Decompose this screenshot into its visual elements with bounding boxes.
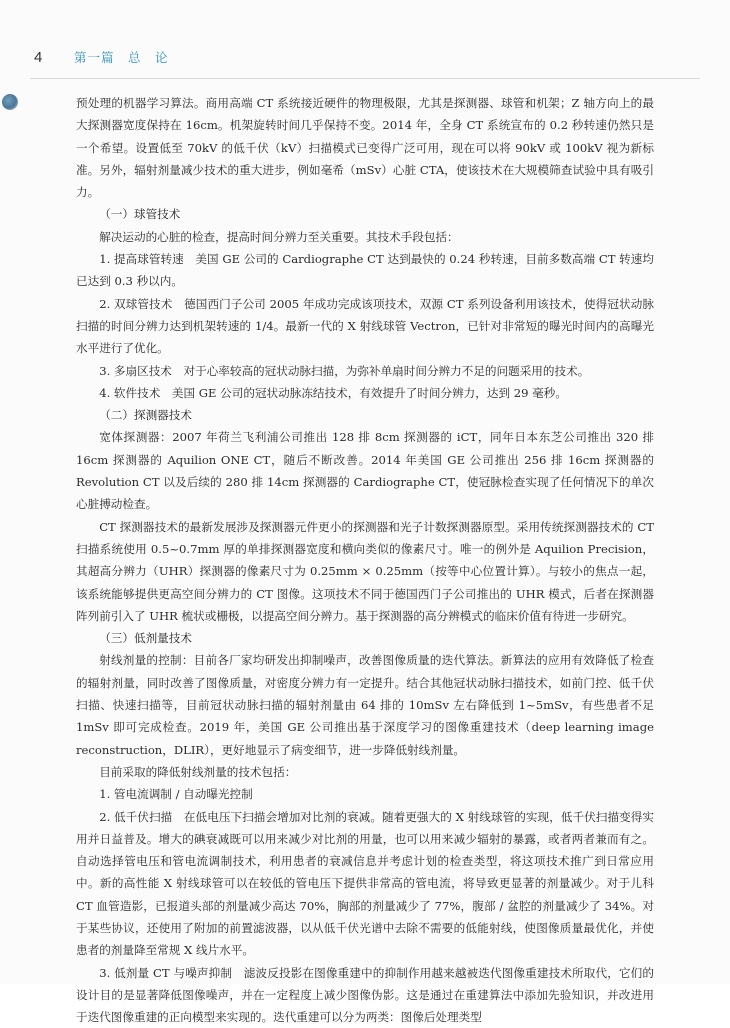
paragraph: 目前采取的降低射线剂量的技术包括： — [99, 764, 297, 779]
paragraph: CT 探测器技术的最新发展涉及探测器元件更小的探测器和光子计数探测器原型。采用传统探测器技术的 CT 扫描系统使用 0.5~0.7mm 厚的单排探测器宽度和横向类似的像素尺寸。唯一的例外是 Aquilion Precision，其超高分辨力（UHR）探测器的像素尺寸为 0.25mm × 0.25mm（按等中心位置计算）。与较小的焦点一起，该系统能够提供更高空间分辨力的 CT 图像。这项技术不同于德国西门子公司推出的 UHR 模式，后者在探测器阵列前引入了 UHR 梳状或栅极，以提高空间分辨力。基于探测器的高分辨模式的临床价值有待进一步研究。 — [76, 519, 654, 623]
section-title: 第一篇 总 论 — [74, 50, 169, 65]
header-divider — [30, 78, 700, 79]
subsection-heading-low-dose: （三）低剂量技术 — [99, 631, 192, 646]
paragraph: 3. 多扇区技术 对于心率较高的冠状动脉扫描，为弥补单扇时间分辨力不足的问题采用的技术。 — [99, 363, 590, 378]
paragraph: 2. 双球管技术 德国西门子公司 2005 年成功完成该项技术，双源 CT 系列设备利用该技术，使得冠状动脉扫描的时间分辨力达到机架转速的 1/4。最新一代的 X 射线球管 Vectron，已针对非常短的曝光时间内的高曝光水平进行了优化。 — [76, 296, 654, 356]
margin-dot-marker — [2, 94, 18, 110]
paragraph: 解决运动的心脏的检查，提高时间分辨力至关重要。其技术手段包括： — [99, 229, 459, 244]
paragraph: 宽体探测器：2007 年荷兰飞利浦公司推出 128 排 8cm 探测器的 iCT，同年日本东芝公司推出 320 排 16cm 探测器的 Aquilion ONE CT，随后不断改善。2014 年美国 GE 公司推出 256 排 16cm 探测器的 Revolution CT 以及后续的 280 排 14cm 探测器的 Cardiographe CT，使冠脉检查实现了任何情况下的单次心脏搏动检查。 — [76, 430, 654, 512]
subsection-heading-detector: （二）探测器技术 — [99, 408, 192, 423]
paragraph: 1. 提高球管转速 美国 GE 公司的 Cardiographe CT 达到最快的 0.24 秒转速，目前多数高端 CT 转速均已达到 0.3 秒以内。 — [76, 252, 654, 289]
paragraph: 射线剂量的控制：目前各厂家均研发出抑制噪声，改善图像质量的迭代算法。新算法的应用有效降低了检查的辐射剂量，同时改善了图像质量，对密度分辨力有一定提升。结合其他冠状动脉扫描技术，如前门控、低千伏扫描、快速扫描等，目前冠状动脉扫描的辐射剂量由 64 排的 10mSv 左右降低到 1~5mSv，有些患者不足 1mSv 即可完成检查。2019 年，美国 GE 公司推出基于深度学习的图像重建技术（deep learning image reconstruction，DLIR），更好地显示了病变细节，进一步降低射线剂量。 — [76, 653, 654, 757]
paragraph: 1. 管电流调制 / 自动曝光控制 — [99, 787, 253, 802]
paragraph: 3. 低剂量 CT 与噪声抑制 滤波反投影在图像重建中的抑制作用越来越被迭代图像重建技术所取代，它们的设计目的是显著降低图像噪声，并在一定程度上减少图像伪影。这是通过在重建算法中添加先验知识，并改进用于迭代图像重建的正向模型来实现的。迭代重建可以分为两类：图像后处理类型 — [76, 965, 654, 1025]
paragraph: 预处理的机器学习算法。商用高端 CT 系统接近硬件的物理极限，尤其是探测器、球管和机架；Z 轴方向上的最大探测器宽度保持在 16cm。机架旋转时间几乎保持不变。2014 年，全身 CT 系统宣布的 0.2 秒转速仍然只是一个希望。设置低至 70kV 的低千伏（kV）扫描模式已变得广泛可用，现在可以将 90kV 或 100kV 视为新标准。另外，辐射剂量减少技术的重大进步，例如毫希（mSv）心脏 CTA，使该技术在大规模筛查试验中具有吸引力。 — [76, 96, 654, 200]
paragraph: 2. 低千伏扫描 在低电压下扫描会增加对比剂的衰减。随着更强大的 X 射线球管的实现，低千伏扫描变得实用并日益普及。增大的碘衰减既可以用来减少对比剂的用量，也可以用来减少辐射的暴露，或者两者兼而有之。自动选择管电压和管电流调制技术，利用患者的衰减信息并考虑计划的检查类型，将这项技术推广到日常应用中。新的高性能 X 射线球管可以在较低的管电压下提供非常高的管电流，将导致更显著的剂量减少。对于儿科 CT 血管造影，已报道头部的剂量减少高达 70%，胸部的剂量减少了 77%，腹部 / 盆腔的剂量减少了 34%。对于某些协议，还使用了附加的前置滤波器，以从低千伏光谱中去除不需要的低能射线，使图像质量最优化，并使患者的剂量降至常规 X 线片水平。 — [76, 809, 654, 958]
paragraph: 4. 软件技术 美国 GE 公司的冠状动脉冻结技术，有效提升了时间分辨力，达到 29 毫秒。 — [99, 385, 567, 400]
page-header — [34, 48, 169, 70]
subsection-heading-tube: （一）球管技术 — [99, 207, 181, 222]
page-number: 4 — [34, 49, 43, 66]
body-text — [76, 92, 654, 1028]
